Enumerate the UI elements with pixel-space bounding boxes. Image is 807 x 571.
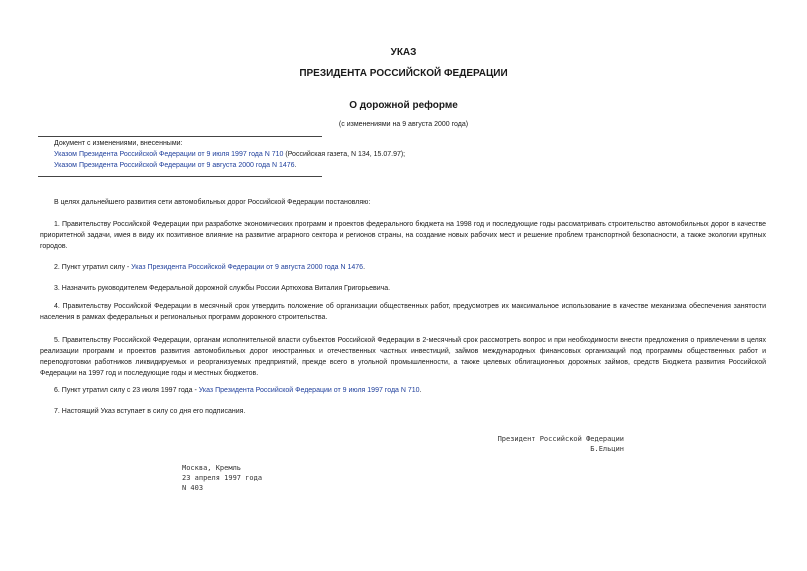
- signature-block: [498, 434, 624, 454]
- amendment-link-710[interactable]: Указом Президента Российской Федерации от 9 июля 1997 года N 710: [54, 151, 284, 158]
- changes-note-item-2-end: .: [294, 162, 297, 169]
- paragraph-2: [40, 262, 766, 273]
- changes-note-item-1-source: (Российская газета, N 134, 15.07.97);: [283, 151, 406, 158]
- signing-date: 23 апреля 1997 года: [182, 474, 263, 482]
- paragraph-7: 7. Настоящий Указ вступает в силу со дня его подписания.: [54, 408, 246, 415]
- changes-note-item-2: [54, 162, 296, 169]
- paragraph-4: 4. Правительству Российской Федерации в месячный срок утвердить положение об организации общественных работ, предусмотрев их максимальное использование в качестве механизма обеспечения занятости населения в рамках федеральных и региональных программ дорожного строительства.: [40, 303, 766, 321]
- preamble-paragraph: В целях дальнейшего развития сети автомобильных дорог Российской Федерации постановляю:: [54, 199, 371, 206]
- changes-note-label: Документ с изменениями, внесенными:: [54, 140, 183, 147]
- decree-number: N 403: [182, 484, 204, 492]
- signatory-name: Б.Ельцин: [590, 445, 624, 453]
- note-divider-bottom: [38, 176, 322, 177]
- revision-subtitle: (с изменениями на 9 августа 2000 года): [338, 121, 469, 128]
- note-divider-top: [38, 136, 322, 137]
- paragraph-6-text: 6. Пункт утратил силу с 23 июля 1997 года -: [54, 387, 199, 394]
- paragraph-2-text: 2. Пункт утратил силу -: [54, 264, 132, 271]
- paragraph-1: 1. Правительству Российской Федерации при разработке экономических программ и проектов федерального бюджета на 1998 год и последующие годы рассматривать строительство автомобильных дорог в качестве приоритетной задачи, имея в виду их позитивное влияние на развитие аграрного сектора и регионов страны, на создание новых рабочих мест и решение проблем транспортной безопасности, а также экологии крупных городов.: [40, 221, 766, 250]
- document-type-heading: УКАЗ: [390, 47, 417, 58]
- paragraph-6-end: .: [419, 387, 422, 394]
- amendment-link-1476[interactable]: Указом Президента Российской Федерации от 9 августа 2000 года N 1476: [54, 162, 295, 169]
- signatory-position: Президент Российской Федерации: [497, 435, 624, 443]
- place-date-block: [182, 463, 262, 493]
- issuer-heading: ПРЕЗИДЕНТА РОССИЙСКОЙ ФЕДЕРАЦИИ: [299, 68, 508, 79]
- paragraph-2-end: .: [363, 264, 366, 271]
- paragraph-3: 3. Назначить руководителем Федеральной дорожной службы России Артюхова Виталия Григорьевича.: [54, 285, 391, 292]
- paragraph-6-link[interactable]: Указ Президента Российской Федерации от 9 июля 1997 года N 710: [198, 387, 420, 394]
- paragraph-6: [40, 385, 766, 396]
- paragraph-5: 5. Правительству Российской Федерации, органам исполнительной власти субъектов Российской Федерации в 2-месячный срок рассмотреть вопрос и при необходимости внести предложения о привлечении в целях реализации программ и проектов развития автомобильных дорог иностранных и отечественных частных инвестиций, займов международных финансовых организаций под программы общественных работ и переподготовки работников ликвидируемых и реорганизуемых предприятий, прежде всего в угольной промышленности, а также целевых облигационных дорожных займов, средств Бюджета развития Российской Федерации на 1997 год и последующие годы и местных бюджетов.: [40, 337, 766, 377]
- signing-place: Москва, Кремль: [182, 464, 242, 472]
- paragraph-2-link[interactable]: Указ Президента Российской Федерации от 9 августа 2000 года N 1476: [131, 264, 364, 271]
- changes-note-item-1: [54, 151, 405, 158]
- document-title: О дорожной реформе: [349, 100, 458, 111]
